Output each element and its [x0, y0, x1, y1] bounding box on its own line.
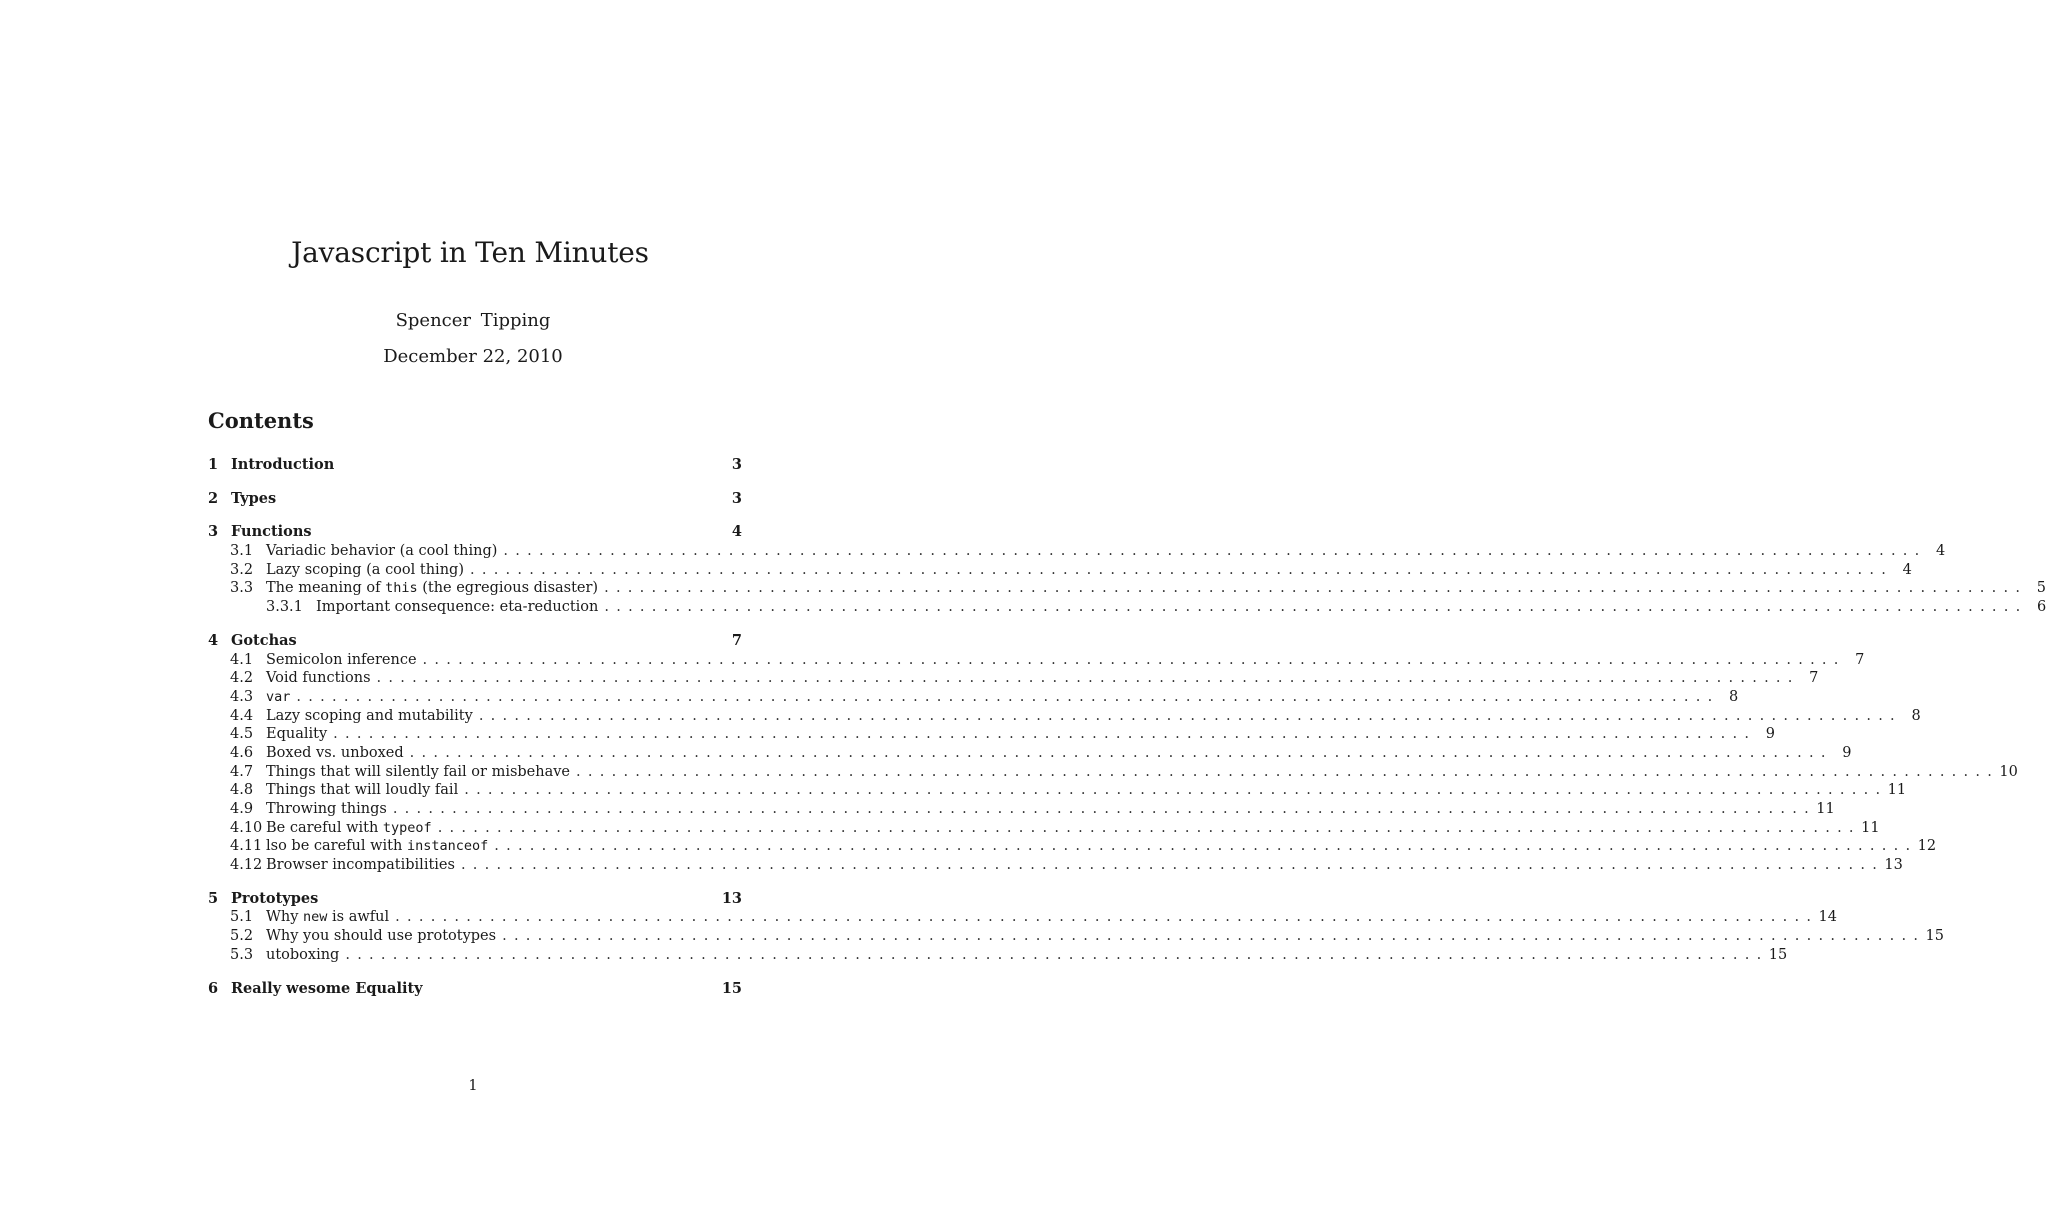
toc-section — [208, 456, 742, 475]
toc-entry-number: 4 — [208, 631, 219, 649]
toc-leader-dots: . . . . . . . . . . . . . . . . . . . . . . . . . . . . . . . . . . . . . . . . . . . . . . . . . . . . . . . . . . . . . . . . . . . . . . . . . . . . . . . . . . . . . . . . . . . . . . . . . . . . . . . . . . . . . . . . . . . . . . . . — [345, 946, 1762, 963]
toc-subentry[interactable] — [208, 725, 1776, 744]
toc-subentry-text: Browser incompatibilities — [266, 857, 455, 874]
toc-subentry-number: 4.11 — [230, 838, 263, 855]
toc-subentry-page: 11 — [1861, 819, 1880, 836]
toc-subentry-page: 4 — [1936, 543, 1946, 560]
toc-subentry-number: 3.3 — [230, 580, 254, 597]
toc-subentry-page: 15 — [1925, 928, 1944, 945]
toc-subentry-code: instanceof — [406, 838, 489, 855]
toc-subentry-text: Lazy scoping (a cool thing) — [266, 561, 464, 578]
toc-leader-dots: . . . . . . . . . . . . . . . . . . . . . . . . . . . . . . . . . . . . . . . . . . . . . . . . . . . . . . . . . . . . . . . . . . . . . . . . . . . . . . . . . . . . . . . . . . . . . . . . . . . . . . . . . . . . . . . . . . . . . . . . — [503, 543, 1920, 560]
toc-subentry-text: Boxed vs. unboxed — [266, 744, 404, 761]
toc-subentry[interactable] — [208, 763, 2018, 782]
toc-entry[interactable] — [208, 456, 742, 475]
toc-subentry-number: 4.3 — [230, 688, 254, 705]
toc-subentry[interactable] — [208, 651, 1865, 670]
toc-subentry-text: utoboxing — [266, 946, 340, 963]
toc-entry[interactable] — [208, 490, 742, 509]
toc-subentry-page: 6 — [2036, 599, 2046, 616]
toc-subentry-code: typeof — [382, 819, 432, 836]
toc-subentry-number: 3.2 — [230, 561, 254, 578]
toc-subentry-page: 4 — [1902, 561, 1912, 578]
toc-subentry[interactable] — [208, 707, 1921, 726]
toc-subentry-title — [266, 819, 432, 838]
toc-subentry[interactable] — [208, 908, 1837, 927]
toc-subentry[interactable] — [208, 669, 1819, 688]
toc-subentry-text: Semicolon inference — [266, 651, 417, 668]
toc-leader-dots: . . . . . . . . . . . . . . . . . . . . . . . . . . . . . . . . . . . . . . . . . . . . . . . . . . . . . . . . . . . . . . . . . . . . . . . . . . . . . . . . . . . . . . . . . . . . . . . . . . . . . . . . . . . . . . . . . . . . . . . . — [576, 763, 1992, 780]
toc-subentry-title — [266, 908, 389, 927]
toc-leader-dots: . . . . . . . . . . . . . . . . . . . . . . . . . . . . . . . . . . . . . . . . . . . . . . . . . . . . . . . . . . . . . . . . . . . . . . . . . . . . . . . . . . . . . . . . . . . . . . . . . . . . . . . . . . . . . . . . . . . . . . . . — [333, 726, 1750, 743]
toc-subentry-number: 4.8 — [230, 782, 254, 799]
toc-leader-dots: . . . . . . . . . . . . . . . . . . . . . . . . . . . . . . . . . . . . . . . . . . . . . . . . . . . . . . . . . . . . . . . . . . . . . . . . . . . . . . . . . . . . . . . . . . . . . . . . . . . . . . . . . . . . . . . . . . . . . . . . — [460, 857, 1877, 874]
toc-subentry-number: 4.9 — [230, 801, 254, 817]
toc-section — [208, 889, 1944, 965]
toc-subentry-number: 5.3 — [230, 946, 254, 963]
toc-leader-dots: . . . . . . . . . . . . . . . . . . . . . . . . . . . . . . . . . . . . . . . . . . . . . . . . . . . . . . . . . . . . . . . . . . . . . . . . . . . . . . . . . . . . . . . . . . . . . . . . . . . . . . . . . . . . . . . . . . . . . . . . — [409, 744, 1826, 761]
toc-subentry-number: 4.1 — [230, 651, 254, 668]
toc-entry-title: Gotchas — [231, 631, 297, 649]
toc-subentry-number: 5.1 — [230, 909, 254, 926]
toc-subentry-title — [266, 837, 488, 856]
toc-subentry-title — [266, 800, 387, 819]
toc-subentry-number: 4.5 — [230, 726, 254, 743]
toc-subentry-text: (the egregious disaster) — [417, 580, 599, 597]
toc-entry-title: Really wesome Equality — [231, 979, 423, 997]
toc-subentry-number: 3.3.1 — [266, 599, 303, 616]
toc-subentry-page: 5 — [2036, 580, 2046, 597]
toc-leader-dots: . . . . . . . . . . . . . . . . . . . . . . . . . . . . . . . . . . . . . . . . . . . . . . . . . . . . . . . . . . . . . . . . . . . . . . . . . . . . . . . . . . . . . . . . . . . . . . . . . . . . . . . . . . . . . . . . . . . . . . . . — [469, 561, 1886, 578]
toc-subentry-number: 4.12 — [230, 857, 263, 874]
toc-subentry-title — [266, 669, 371, 688]
toc-subentry-title — [266, 856, 455, 875]
toc-subentry-title — [266, 542, 497, 561]
toc-leader-dots: . . . . . . . . . . . . . . . . . . . . . . . . . . . . . . . . . . . . . . . . . . . . . . . . . . . . . . . . . . . . . . . . . . . . . . . . . . . . . . . . . . . . . . . . . . . . . . . . . . . . . . . . . . . . . . . . . . . . . . . . — [392, 801, 1809, 817]
toc-leader-dots: . . . . . . . . . . . . . . . . . . . . . . . . . . . . . . . . . . . . . . . . . . . . . . . . . . . . . . . . . . . . . . . . . . . . . . . . . . . . . . . . . . . . . . . . . . . . . . . . . . . . . . . . . . . . . . . . . . . . . . . . — [464, 782, 1881, 799]
toc-subentry[interactable] — [208, 781, 1907, 800]
toc-subentry[interactable] — [208, 744, 1852, 763]
toc-subentry[interactable] — [208, 800, 1835, 819]
toc-leader-dots: . . . . . . . . . . . . . . . . . . . . . . . . . . . . . . . . . . . . . . . . . . . . . . . . . . . . . . . . . . . . . . . . . . . . . . . . . . . . . . . . . . . . . . . . . . . . . . . . . . . . . . . . . . . . . . . . . . . . . . . . — [604, 580, 2020, 597]
toc-leader-dots: . . . . . . . . . . . . . . . . . . . . . . . . . . . . . . . . . . . . . . . . . . . . . . . . . . . . . . . . . . . . . . . . . . . . . . . . . . . . . . . . . . . . . . . . . . . . . . . . . . . . . . . . . . . . . . . . . . . . . . . . — [502, 928, 1918, 945]
date: December 22, 2010 — [383, 346, 563, 367]
toc-subentry-text: Things that will loudly fail — [266, 782, 459, 799]
toc-subentry-page: 10 — [1999, 763, 2018, 780]
toc-subentry-number: 3.1 — [230, 543, 254, 560]
toc-subentry-text: Be careful with — [266, 819, 383, 836]
toc-subentry-page: 13 — [1884, 857, 1903, 874]
toc-entry-number: 2 — [208, 489, 219, 507]
toc-section — [208, 631, 2018, 875]
toc-subentry-number: 4.6 — [230, 744, 254, 761]
author: Spencer Tipping — [395, 310, 551, 331]
toc-entry[interactable] — [208, 890, 742, 909]
toc-subentry[interactable] — [208, 542, 1946, 561]
toc-leader-dots: . . . . . . . . . . . . . . . . . . . . . . . . . . . . . . . . . . . . . . . . . . . . . . . . . . . . . . . . . . . . . . . . . . . . . . . . . . . . . . . . . . . . . . . . . . . . . . . . . . . . . . . . . . . . . . . . . . . . . . . . — [437, 819, 1854, 836]
toc-subentry-number: 4.2 — [230, 670, 254, 687]
toc-leader-dots: . . . . . . . . . . . . . . . . . . . . . . . . . . . . . . . . . . . . . . . . . . . . . . . . . . . . . . . . . . . . . . . . . . . . . . . . . . . . . . . . . . . . . . . . . . . . . . . . . . . . . . . . . . . . . . . . . . . . . . . . — [478, 707, 1895, 724]
toc-subentry-text: Throwing things — [266, 801, 387, 817]
toc-subentry-code: new — [303, 909, 328, 926]
toc-subentry[interactable] — [208, 561, 1912, 580]
toc-subentry-text: Things that will silently fail or misbehave — [266, 763, 571, 780]
toc-subentry-title — [266, 561, 464, 580]
toc-subentry-title — [316, 598, 598, 617]
toc-leader-dots: . . . . . . . . . . . . . . . . . . . . . . . . . . . . . . . . . . . . . . . . . . . . . . . . . . . . . . . . . . . . . . . . . . . . . . . . . . . . . . . . . . . . . . . . . . . . . . . . . . . . . . . . . . . . . . . . . . . . . . . . — [376, 670, 1793, 687]
toc-section — [208, 980, 742, 999]
toc-subentry-title — [266, 579, 598, 598]
toc-subentry-title — [266, 707, 473, 726]
toc-subentry[interactable] — [208, 927, 1944, 946]
toc-subentry[interactable] — [208, 946, 1788, 965]
toc-leader-dots: . . . . . . . . . . . . . . . . . . . . . . . . . . . . . . . . . . . . . . . . . . . . . . . . . . . . . . . . . . . . . . . . . . . . . . . . . . . . . . . . . . . . . . . . . . . . . . . . . . . . . . . . . . . . . . . . . . . . . . . . — [494, 838, 1911, 855]
toc-subentry-page: 15 — [1768, 946, 1788, 963]
toc-subentry-page: 12 — [1917, 838, 1937, 855]
toc-subentry[interactable] — [208, 837, 1937, 856]
toc-entry-page: 3 — [731, 489, 742, 507]
toc-entry-number: 3 — [208, 523, 219, 541]
toc-section — [208, 523, 2046, 616]
toc-subentry[interactable] — [208, 856, 1903, 875]
toc-subentry-number: 4.7 — [230, 763, 254, 780]
contents-heading: Contents — [208, 408, 314, 433]
toc-subentry-title — [266, 725, 327, 744]
toc-entry-page: 7 — [731, 631, 742, 649]
toc-subentry[interactable] — [208, 688, 1739, 707]
toc-subentry[interactable] — [208, 598, 2046, 617]
page-number: 1 — [468, 1078, 478, 1094]
toc-subentry-text: is awful — [327, 909, 390, 926]
toc-entry-title: Prototypes — [231, 889, 319, 907]
toc-subentry-page: 7 — [1809, 670, 1819, 687]
toc-entry[interactable] — [208, 632, 742, 651]
toc-subentry-title — [266, 744, 404, 763]
toc-subentry-number: 4.4 — [230, 707, 254, 724]
toc-entry-page: 4 — [731, 523, 742, 541]
toc-subentry-text: Why — [266, 909, 304, 926]
toc-leader-dots: . . . . . . . . . . . . . . . . . . . . . . . . . . . . . . . . . . . . . . . . . . . . . . . . . . . . . . . . . . . . . . . . . . . . . . . . . . . . . . . . . . . . . . . . . . . . . . . . . . . . . . . . . . . . . . . . . . . . . . . . — [604, 599, 2021, 616]
toc-subentry-title — [266, 927, 496, 946]
toc-subentry-page: 8 — [1911, 707, 1921, 724]
toc-entry-page: 3 — [731, 456, 742, 473]
toc-subentry-text: lso be careful with — [266, 838, 407, 855]
toc-subentry-page: 9 — [1842, 744, 1852, 761]
toc-subentry-text: Important consequence: eta-reduction — [316, 599, 599, 616]
toc-section — [208, 490, 742, 509]
toc-entry-number: 6 — [208, 979, 219, 997]
toc-entry-title: Types — [231, 489, 277, 507]
toc-leader-dots: . . . . . . . . . . . . . . . . . . . . . . . . . . . . . . . . . . . . . . . . . . . . . . . . . . . . . . . . . . . . . . . . . . . . . . . . . . . . . . . . . . . . . . . . . . . . . . . . . . . . . . . . . . . . . . . . . . . . . . . . — [296, 688, 1713, 705]
toc-subentry-title — [266, 781, 458, 800]
toc-leader-dots: . . . . . . . . . . . . . . . . . . . . . . . . . . . . . . . . . . . . . . . . . . . . . . . . . . . . . . . . . . . . . . . . . . . . . . . . . . . . . . . . . . . . . . . . . . . . . . . . . . . . . . . . . . . . . . . . . . . . . . . . — [395, 909, 1811, 926]
toc-subentry-text: Why you should use prototypes — [266, 928, 497, 945]
document-title: Javascript in Ten Minutes — [291, 236, 649, 269]
toc-subentry-number: 5.2 — [230, 928, 254, 945]
toc-entry-number: 5 — [208, 889, 219, 907]
toc-subentry-page: 9 — [1765, 726, 1776, 743]
toc-subentry-text: Variadic behavior (a cool thing) — [266, 543, 498, 560]
toc-subentry[interactable] — [208, 579, 2046, 598]
toc-subentry-title — [266, 651, 417, 670]
toc-entry-page: 15 — [721, 979, 742, 997]
toc-subentry-number: 4.10 — [230, 819, 263, 836]
toc-entry-title: Introduction — [231, 456, 335, 473]
toc-subentry-text: Void functions — [266, 670, 371, 687]
toc-subentry-page: 14 — [1818, 909, 1837, 926]
toc-subentry-text: Lazy scoping and mutability — [266, 707, 473, 724]
toc-subentry-page: 8 — [1729, 688, 1739, 705]
table-of-contents — [208, 456, 2046, 1013]
toc-subentry-title — [266, 763, 570, 782]
toc-entry-number: 1 — [208, 456, 219, 473]
toc-subentry-text: The meaning of — [266, 580, 386, 597]
toc-subentry-title — [266, 688, 290, 707]
toc-subentry-code: var — [266, 688, 291, 705]
toc-subentry-page: 11 — [1887, 782, 1907, 799]
toc-subentry-page: 11 — [1816, 801, 1835, 817]
toc-entry-title: Functions — [231, 523, 312, 541]
toc-subentry-page: 7 — [1855, 651, 1865, 668]
toc-subentry-code: this — [385, 580, 418, 597]
toc-entry[interactable] — [208, 980, 742, 999]
toc-entry-page: 13 — [721, 889, 742, 907]
toc-subentry[interactable] — [208, 819, 1880, 838]
toc-subentry-text: Equality — [266, 726, 328, 743]
toc-leader-dots: . . . . . . . . . . . . . . . . . . . . . . . . . . . . . . . . . . . . . . . . . . . . . . . . . . . . . . . . . . . . . . . . . . . . . . . . . . . . . . . . . . . . . . . . . . . . . . . . . . . . . . . . . . . . . . . . . . . . . . . . — [422, 651, 1839, 668]
toc-subentry-title — [266, 946, 339, 965]
toc-entry[interactable] — [208, 523, 742, 542]
